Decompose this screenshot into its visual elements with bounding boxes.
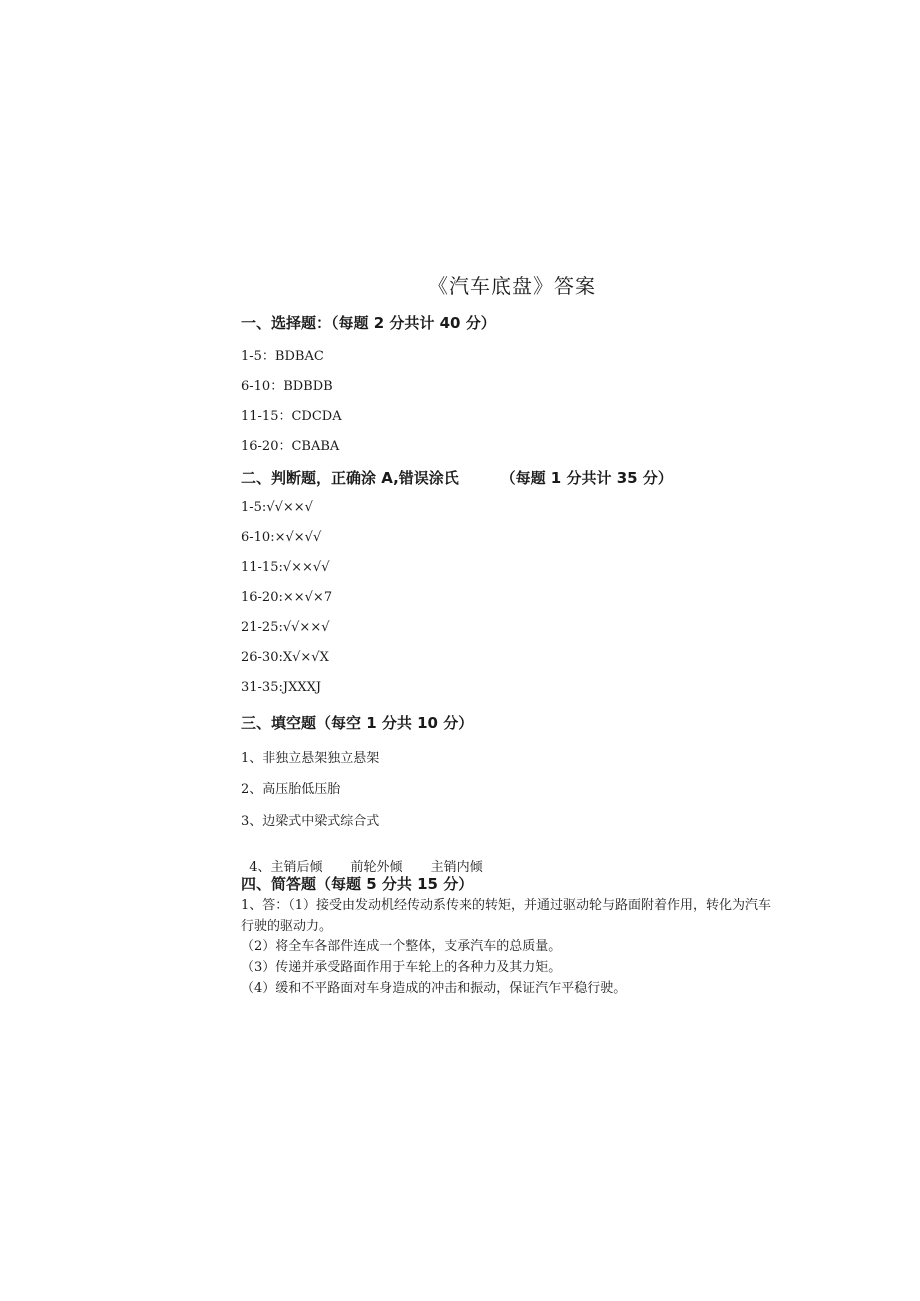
answer-line: 11-15：CDCDA (241, 409, 342, 424)
answer-line: 21-25:√√××√ (241, 620, 330, 635)
short-answer-paragraph: 1、答：（1）接受由发动机经传动系传来的转矩，并通过驱动轮与路面附着作用，转化为汽车行驶的驱动力。 (241, 898, 772, 934)
fill-answer-line: 2、高压胎低压胎 (241, 782, 341, 797)
short-answer-paragraph: （2）将全车各部件连成一个整体，支承汽车的总质量。 (241, 939, 562, 954)
section-4-heading: 四、简答题（每题 5 分共 15 分） (241, 875, 474, 893)
document-title: 《汽车底盘》答案 (428, 274, 596, 298)
short-answer-paragraph: （3）传递并承受路面作用于车轮上的各种力及其力矩。 (241, 960, 562, 975)
section-3-heading: 三、填空题（每空 1 分共 10 分） (241, 714, 474, 732)
answer-line: 16-20:××√×7 (241, 590, 333, 605)
answer-line: 6-10：BDBDB (241, 379, 333, 394)
section-1-heading: 一、选择题：（每题 2 分共计 40 分） (241, 314, 496, 332)
short-answer-paragraph: （4）缓和不平路面对车身造成的冲击和振动，保证汽乍平稳行驶。 (241, 981, 627, 996)
section-2-heading: 二、判断题，正确涂 A,错误涂氏 （每题 1 分共计 35 分） (241, 469, 673, 487)
answer-line: 31-35:JXXXJ (241, 680, 322, 695)
answer-line: 1-5:√√××√ (241, 500, 313, 515)
fill-answer-line: 3、边梁式中梁式综合式 (241, 814, 380, 829)
answer-line: 26-30:X√×√X (241, 650, 329, 665)
answer-line: 11-15:√××√√ (241, 560, 330, 575)
answer-line: 16-20：CBABA (241, 439, 340, 454)
fill-answer-line: 1、非独立悬架独立悬架 (241, 751, 380, 766)
fill-answer-part: 前轮外倾 (350, 860, 403, 875)
fill-answer-part: 4、主销后倾 (249, 860, 323, 875)
answer-line: 1-5：BDBAC (241, 349, 324, 364)
fill-answer-part: 主销内倾 (430, 860, 483, 875)
answer-line: 6-10:×√×√√ (241, 530, 322, 545)
fill-answer-line-4 (241, 841, 483, 875)
